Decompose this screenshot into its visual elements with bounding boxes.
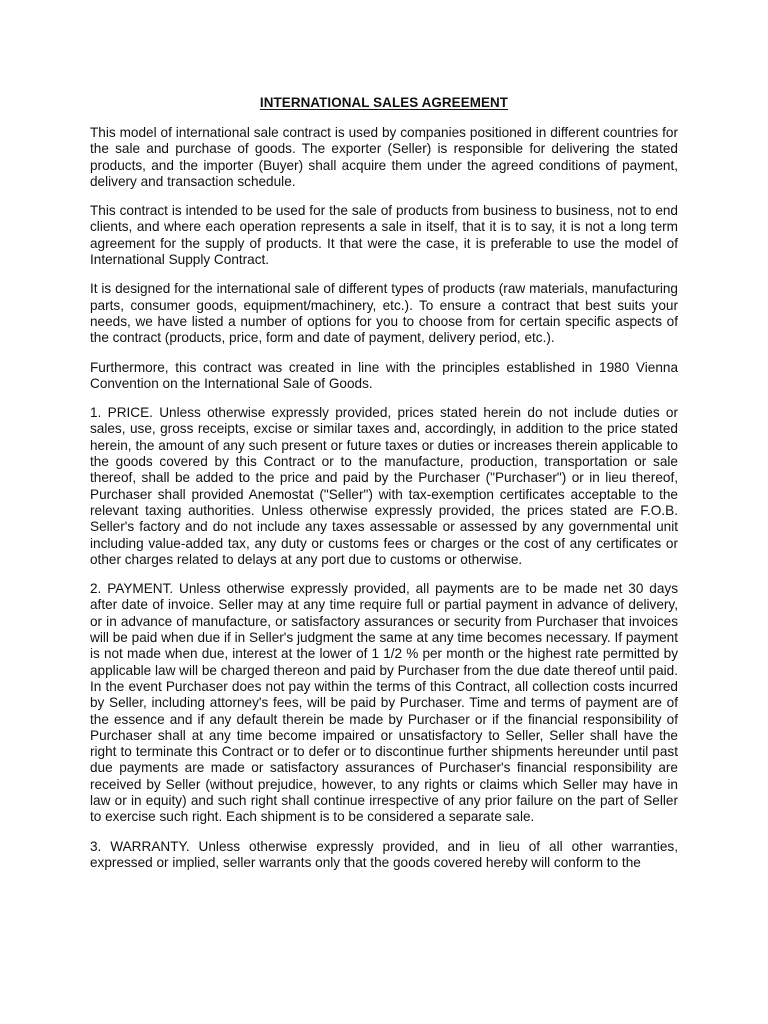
- payment-clause: 2. PAYMENT. Unless otherwise expressly provided, all payments are to be made net 30 days after date of invoice. Seller may at any time require full or partial payment in advance of delivery, or in advance of manufacture, or satisfactory assurances or security from Purchaser that invoices will be paid when due if in Seller's judgment the same at any time becomes necessary. If payment is not made when due, interest at the lower of 1 1/2 % per month or the highest rate permitted by applicable law will be charged thereon and paid by Purchaser from the due date thereof until paid. In the event Purchaser does not pay within the terms of this Contract, all collection costs incurred by Seller, including attorney's fees, will be paid by Purchaser. Time and terms of payment are of the essence and if any default therein be made by Purchaser or if the financial responsibility of Purchaser shall at any time become impaired or unsatisfactory to Seller, Seller shall have the right to terminate this Contract or to defer or to discontinue further shipments hereunder until past due payments are made or satisfactory assurances of Purchaser's financial responsibility are received by Seller (without prejudice, however, to any rights or claims which Seller may have in law or in equity) and such right shall continue irrespective of any prior failure on the part of Seller to exercise such right. Each shipment is to be considered a separate sale.: [90, 581, 678, 825]
- document-title: INTERNATIONAL SALES AGREEMENT: [259, 95, 509, 110]
- price-clause: 1. PRICE. Unless otherwise expressly provided, prices stated herein do not include duties or sales, use, gross receipts, excise or similar taxes and, accordingly, in addition to the price stated herein, the amount of any such present or future taxes or duties or increases therein applicable to the goods covered by this Contract or to the manufacture, production, transportation or sale thereof, shall be added to the price and paid by the Purchaser ("Purchaser") or in lieu thereof, Purchaser shall provided Anemostat ("Seller") with tax-exemption certificates acceptable to the relevant taxing authorities. Unless otherwise expressly provided, the prices stated are F.O.B. Seller's factory and do not include any taxes assessable or assessed by any governmental unit including value-added tax, any duty or customs fees or charges or the cost of any certificates or other charges related to delays at any port due to customs or otherwise.: [90, 405, 678, 567]
- warranty-clause: 3. WARRANTY. Unless otherwise expressly provided, and in lieu of all other warranties, expressed or implied, seller warrants only that the goods covered hereby will conform to the: [90, 838, 678, 870]
- convention-paragraph: Furthermore, this contract was created in line with the principles established in 1980 Vienna Convention on the International Sale of Goods.: [90, 359, 678, 391]
- scope-paragraph: This contract is intended to be used for the sale of products from business to business, not to end clients, and where each operation represents a sale in itself, that it is to say, it is not a long term agreement for the supply of products. It that were the case, it is preferable to use the model of International Supply Contract.: [90, 203, 678, 268]
- design-paragraph: It is designed for the international sale of different types of products (raw materials, manufacturing parts, consumer goods, equipment/machinery, etc.). To ensure a contract that best suits your needs, we have listed a number of options for you to choose from for certain specific aspects of the contract (products, price, form and date of payment, delivery period, etc.).: [90, 281, 678, 346]
- intro-paragraph: This model of international sale contract is used by companies positioned in different countries for the sale and purchase of goods. The exporter (Seller) is responsible for delivering the stated products, and the importer (Buyer) shall acquire them under the agreed conditions of payment, delivery and transaction schedule.: [90, 125, 678, 189]
- document-body: [90, 94, 678, 884]
